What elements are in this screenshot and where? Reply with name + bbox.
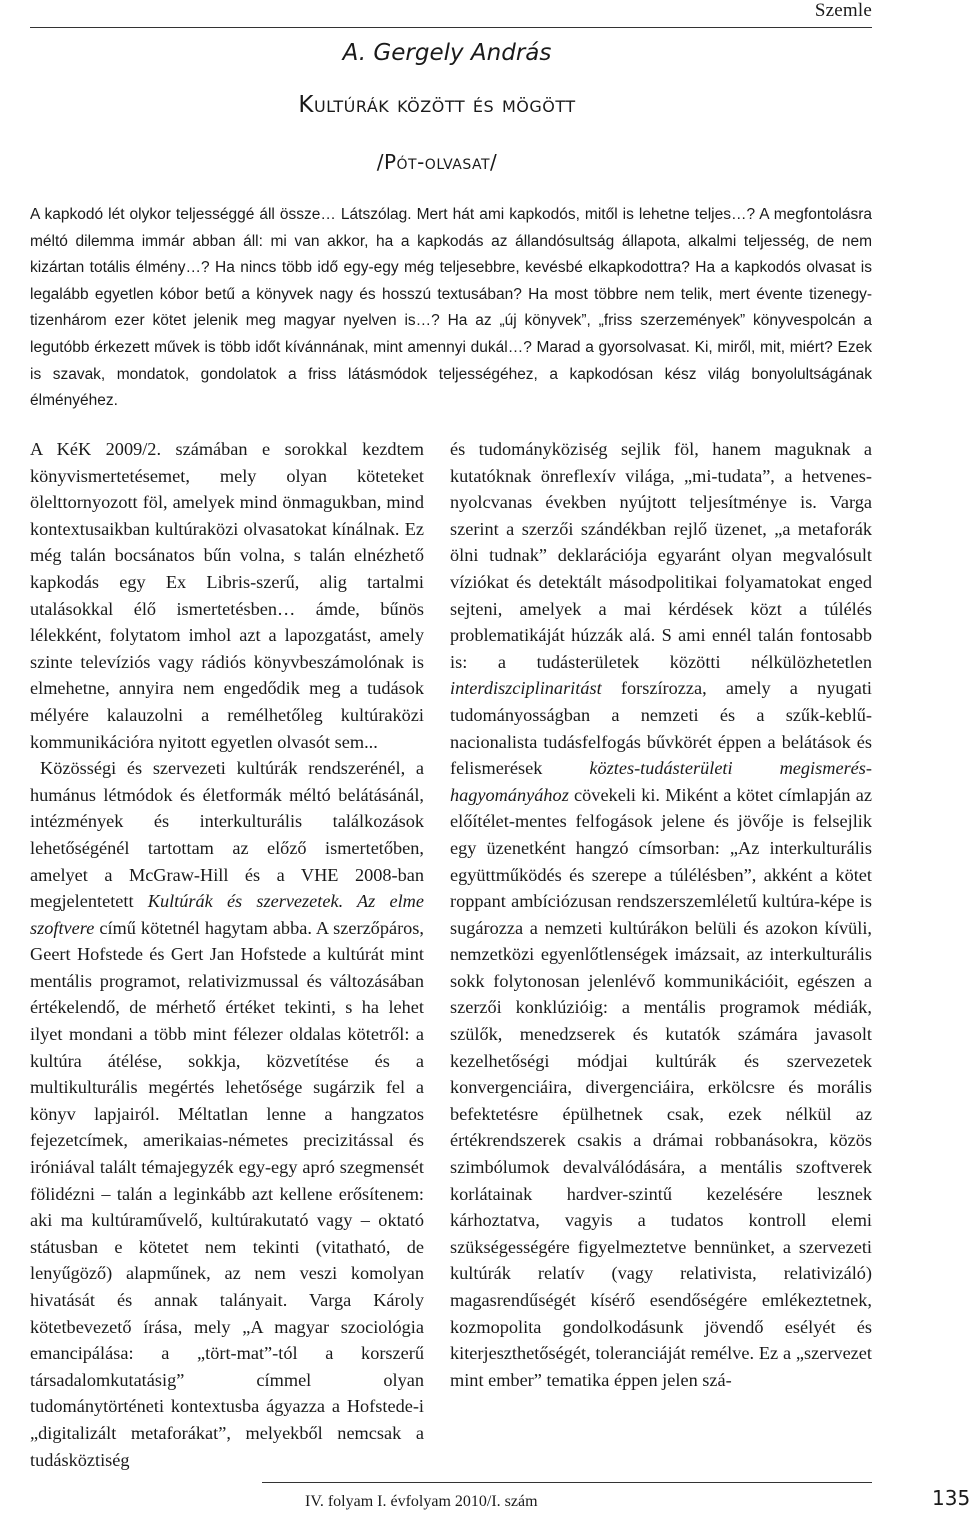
right-italic-term-2: köztes-tudásterületi megismerés-hagyományához	[450, 758, 872, 805]
right-italic-term-1: interdiszciplinaritást	[450, 678, 602, 699]
right-text-c: cövekeli ki. Miként a kötet címlapján az előítélet-mentes felfogások jelene és jövője is felsejlik egy üzenetként hangzó címsorban: „Az interkulturális együttműködés és szerepe a túlélésben”, akként a kötet roppant ambíciózusan rendszerszemléletű kultúra-képe is sugározza a nemzeti kultúrákon belüli és azokon kívüli, nemzetközi egyenlőtlenségek imázsait, az interkulturális sokk folytonosan jelenlévő kommunikációit, egészen a szerzői konklúzióig: a mentális programok médiák, szülők, menedzserek és kutatók számára javasolt kezelhetőségi módjai kultúrák és szervezetek konvergenciáira, divergenciáira, erkölcsre és morális befektetésre épülhetnek csak, ezek nélkül az értékrendszerek csakis a drámai robbanásokra, közös szimbólumok devalválódására, a mentális szoftverek korlátainak hardver-szintű kezelésére lesznek kárhoztatva, vagyis a tudatos kontroll elemi szükségességére figyelmeztetve bennünket, a szervezeti kultúrák relatív (vagy relativista, relativizáló) magasrendűségét kísérő esendőségére emlékeztetnek, kozmopolita gondolkodásunk jövendő esélyét és kiterjeszthetőségét, toleranciáját remélve. Ez a „szervezet mint ember” tematika éppen jelen szá-	[450, 784, 872, 1390]
left-paragraph-1: A KéK 2009/2. számában e sorokkal kezdtem könyvismertetésemet, mely olyan köteteket ölelttornyozott föl, amelyek mind önmagukban, mind kontextusaikban kultúraközi olvasatokat kínálnak. Ez még talán bocsánatos bűn volna, s talán elnézhető kapkodás egy Ex Libris-szerű, alig tartalmi utalásokkal élő ismertetésben… ámde, bűnös lélekként, folytatom imhol azt a lapozgatást, amely szinte televíziós vagy rádiós könyvbeszámolónak is elmehetne, annyira nem engedődik meg a tudások mélyére kalauzolni a remélhetőleg kultúraközi kommunikációra nyitott egyetlen olvasót sem...	[30, 439, 424, 752]
article-author: A. Gergely András	[342, 40, 552, 66]
left-column	[30, 436, 424, 1473]
page-number: 135	[932, 1486, 970, 1510]
issue-info: IV. folyam I. évfolyam 2010/I. szám	[305, 1493, 538, 1510]
lead-paragraph: A kapkodó lét olykor teljességgé áll össze… Látszólag. Mert hát ami kapkodós, mitől is lehetne teljes…? A megfontolásra méltó dilemma immár abban áll: mi van akkor, ha a kapkodás az állandósultság állapota, alkalmi teljesség, de nem kizártan totális élmény…? Ha nincs több idő egy-egy még teljesebbre, kevésbé elkapkodottra? Ha a kapkodós olvasat is legalább egyetlen kóbor betű a könyvek nagy és hosszú textusában? Ha most többre nem telik, mert évente tizenegy-tizenhárom ezer kötet jelenik meg magyar nyelven is…? Ha az „új könyvek”, „friss szerzemények” könyvespolcán a legutóbb érkezett művek is több időt kívánnának, mint amennyi dukál…? Marad a gyorsolvasat. Ki, miről, mit, miért? Ezek is szavak, mondatok, gondolatok a friss látásmódok teljességéhez, a kapkodósan kész világ bonyolultságának élményéhez.	[30, 206, 872, 410]
left-paragraph-2	[30, 755, 424, 1473]
left-p2-text-a: Közösségi és szervezeti kultúrák rendszerénél, a humánus létmódok és életformák méltó belátásánál, intézmények és interkulturális találkozások lehetőségénél tartottam az előző ismertetőben, amelyet a McGraw-Hill és a VHE 2008-ban megjelentetett	[30, 758, 424, 912]
right-text-b: forszírozza, amely a nyugati tudományosságban a nemzeti és a szűk-keblű-nacionalista tudásfelfogás bűvkörét éppen a belátások és felismerések	[450, 678, 872, 779]
right-text-a: és tudományköziség sejlik föl, hanem maguknak a kutatóknak önreflexív világa, „mi-tudata”, a hetvenes-nyolcvanas években nyújtott teljesítménye is. Varga szerint a szerzői szándékban rejlő üzenet, „a metaforák ölni tudnak” deklarációja egyaránt olyan megvalósult víziókat és detektált másodpolitikai folyamatokat enged sejteni, amelyek a mai kérdések közt a túlélés problematikáját húzzák alá. S ami ennél talán fontosabb is: a tudásterületek közötti nélkülözhetetlen	[450, 439, 872, 672]
article-title: Kultúrák között és mögött	[298, 92, 576, 118]
right-column	[450, 436, 872, 1393]
left-p2-book-title: Kultúrák és szervezetek. Az elme szoftvere	[30, 891, 425, 938]
section-label: Szemle	[814, 0, 872, 21]
footer-divider	[262, 1482, 872, 1483]
right-paragraph	[450, 436, 872, 1393]
article-subtitle: /Pót-olvasat/	[376, 150, 498, 174]
left-p2-text-b: című kötetnél hagytam abba. A szerzőpáros, Geert Hofstede és Gert Jan Hofstede a kultúrát mint mentális programot, relativizmussal és változásában értékelendő, de mérhető értéket tekinti, s ha lehet ilyet mondani a több mint félezer oldalas kötetről: a kultúra átélése, sokkja, közvetítése és a multikulturális megértés lehetősége sugárzik fel a könyv lapjairól. Méltatlan lenne a hangzatos fejezetcímek, amerikaias-németes precizitással és iróniával talált témajegyzék egy-egy apró szegmensét fölidézni – talán a leginkább azt kellene erősítenem: aki ma kultúraművelő, kultúrakutató vagy – oktató státusban e kötetet nem tekinti (vitatható, de lenyűgöző) alapműnek, az nem veszi komolyan hivatását és annak talányait. Varga Károly kötetbevezető írása, mely „A magyar szociológia emancipálása: a „tört-mat”-tól a korszerű társadalomkutatásig” címmel olyan tudománytörténeti kontextusba ágyazza a Hofstede-i „digitalizált metaforákat”, melyekből nemcsak a tudásköztiség	[30, 917, 424, 1470]
header-divider	[30, 27, 872, 28]
